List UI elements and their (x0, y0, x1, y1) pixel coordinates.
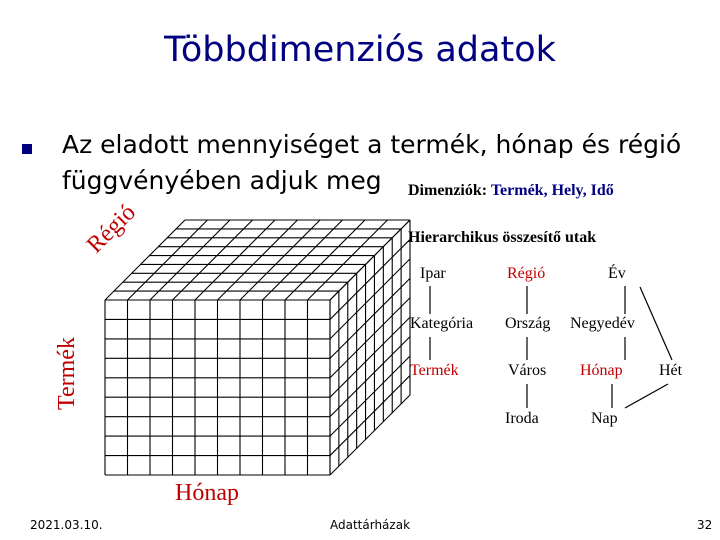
cube-side-depth-line (330, 376, 410, 456)
cube-top-depth-line (195, 220, 275, 300)
node-honap: Hónap (580, 362, 623, 379)
footer-center: Adattárházak (330, 518, 411, 532)
node-iroda: Iroda (505, 410, 539, 427)
node-het: Hét (659, 362, 683, 379)
node-termek: Termék (410, 362, 459, 379)
dimensions-values: Termék, Hely, Idő (490, 182, 614, 199)
cube-top-depth-line (173, 220, 253, 300)
axis-label-regio: Régió (82, 199, 141, 259)
footer-date: 2021.03.10. (30, 518, 103, 532)
cube-side-depth-line (330, 317, 410, 397)
node-ev: Év (608, 265, 626, 282)
cube-side-depth-line (330, 356, 410, 436)
cube-side-depth-line (330, 278, 410, 358)
cube-side-depth-line (330, 259, 410, 339)
node-regio: Régió (507, 265, 546, 282)
cube-top-depth-line (218, 220, 298, 300)
axis-label-honap: Hónap (175, 480, 239, 506)
cube-top-depth-line (128, 220, 208, 300)
hierarchy-title: Hierarchikus összesítő utak (408, 229, 597, 246)
node-kategoria: Kategória (410, 315, 474, 332)
node-nap: Nap (591, 410, 618, 427)
node-ipar: Ipar (420, 265, 446, 282)
cube-side-depth-line (330, 395, 410, 475)
bullet-text-line1: Az eladott mennyiséget a termék, hónap és régió (62, 130, 682, 159)
node-varos: Város (508, 362, 547, 379)
node-orszag: Ország (505, 315, 551, 332)
cube-top-depth-line (285, 220, 365, 300)
cube-side-depth-line (330, 220, 410, 300)
dimensions-label-key: Dimenziók: (408, 182, 488, 199)
page-title: Többdimenziós adatok (164, 30, 556, 70)
cube-side-depth-line (330, 298, 410, 378)
footer-page-number: 32 (697, 518, 713, 532)
cube-side-depth-line (330, 239, 410, 319)
cube-top-depth-line (263, 220, 343, 300)
node-negyedev: Negyedév (570, 315, 635, 332)
cube-side-depth-line (330, 337, 410, 417)
cube-top-depth-line (240, 220, 320, 300)
cube-top-depth-line (150, 220, 230, 300)
axis-label-termek: Termék (54, 337, 80, 410)
bullet-text-line2: függvényében adjuk meg (62, 166, 382, 195)
